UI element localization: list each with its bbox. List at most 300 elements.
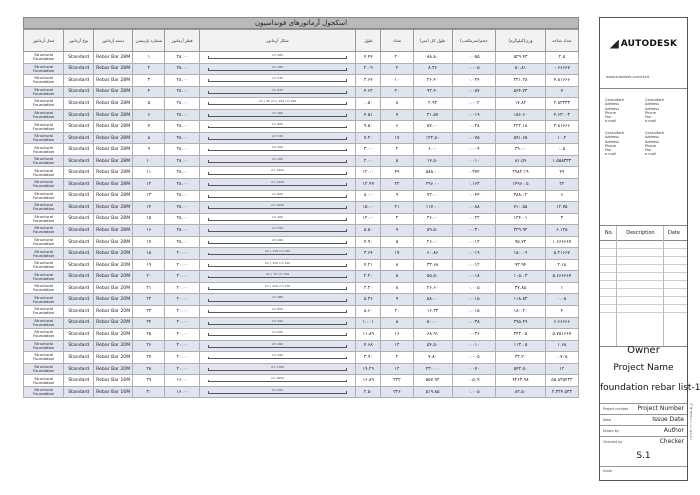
cell-len: ۸.۰۰ [356, 190, 381, 202]
rebar-shape-cell [199, 167, 355, 179]
revision-date-header: Date [668, 230, 680, 236]
rebar-shape-label: 480 cm [271, 53, 284, 57]
cell-volume: ۰.۰۰۵ [452, 386, 496, 398]
cell-type: Rebar Bar 28M [94, 179, 133, 191]
cell-host: Structural Foundation [24, 271, 64, 283]
cell-mark: ۸ [133, 132, 165, 144]
cell-dia: ۲۸.۰۰ [165, 155, 199, 167]
cell-weight: ۲۹۸۲.۱۹ [496, 167, 545, 179]
rebar-shape-line [208, 289, 346, 290]
cell-count: ۶.۶۶۶۶۶ [545, 317, 578, 329]
cell-host: Structural Foundation [24, 144, 64, 156]
cell-qty: ۸ [381, 259, 413, 271]
table-row[interactable] [24, 75, 579, 87]
cell-volume: ۰.۱۶۳ [452, 179, 496, 191]
cell-len: ۱۱.۸۹ [356, 329, 381, 341]
cell-kind: Standard [64, 363, 94, 375]
cell-volume: ۰.۰۱۸ [452, 271, 496, 283]
table-row[interactable] [24, 340, 579, 352]
col-quantity[interactable]: تعداد [381, 30, 413, 52]
rebar-schedule[interactable] [23, 17, 579, 398]
cell-mark: ۶ [133, 109, 165, 121]
cell-host: Structural Foundation [24, 259, 64, 271]
cell-mark: ۹ [133, 144, 165, 156]
cell-kind: Standard [64, 121, 94, 133]
sheet-title: foundation rebar list-1 [600, 383, 700, 393]
cell-qty: ۱۰ [381, 75, 413, 87]
table-row[interactable] [24, 167, 579, 179]
cell-type: Rebar Bar 28M [94, 144, 133, 156]
cell-count: ۲۲ [545, 179, 578, 191]
meta-key: Date [603, 418, 611, 422]
cell-len: ۱۲.۹۹ [356, 179, 381, 191]
cell-host: Structural Foundation [24, 86, 64, 98]
col-volume[interactable]: حجم(مترمکعب) [452, 30, 496, 52]
rebar-shape-label: 100 cm | 25 cm | 100 cm [258, 99, 297, 104]
cell-host: Structural Foundation [24, 190, 64, 202]
cell-host: Structural Foundation [24, 294, 64, 306]
cell-mark: ۱۳ [133, 190, 165, 202]
cell-total: ۵۸.۰۰ [413, 294, 452, 306]
rebar-shape-line [208, 393, 346, 394]
cell-dia: ۲۰.۰۰ [165, 248, 199, 260]
cell-len: ۸.۶۰ [356, 306, 381, 318]
rebar-shape-cell [199, 340, 355, 352]
cell-weight: ۵۰.۸۱ [496, 63, 545, 75]
cell-qty: ۱۷ [381, 248, 413, 260]
cell-volume: ۰.۰۱۵ [452, 306, 496, 318]
cell-qty: ۵ [381, 236, 413, 248]
col-host[interactable]: محل آرماتور [24, 30, 64, 52]
cell-host: Structural Foundation [24, 63, 64, 75]
cell-type: Rebar Bar 20M [94, 317, 133, 329]
cell-volume: ۰.۰۱۵ [452, 294, 496, 306]
cell-weight: ۵۴۳.۵۰ [496, 363, 545, 375]
cell-volume: ۰.۰۷۰ [452, 363, 496, 375]
col-rebar-kind[interactable]: نوع آرماتور [64, 30, 94, 52]
cell-total: ۱۴.۵۰ [413, 155, 452, 167]
table-row[interactable] [24, 363, 579, 375]
rebar-shape-cell [199, 144, 355, 156]
cell-volume: ۰.۰۲۴ [452, 75, 496, 87]
col-shape[interactable]: شکل آرماتور [199, 30, 355, 52]
rebar-shape-cell [199, 155, 355, 167]
rebar-shape-cell [199, 225, 355, 237]
table-row[interactable] [24, 248, 579, 260]
cell-qty: ۱۲ [381, 340, 413, 352]
cell-total: ۵۰.۰۰ [413, 317, 452, 329]
cell-qty: ۲ [381, 352, 413, 364]
rebar-shape-cell [199, 271, 355, 283]
cell-count: ۲.۳۳۴.۵۳۳ [545, 386, 578, 398]
cell-type: Rebar Bar 28M [94, 213, 133, 225]
rebar-shape-cell [199, 282, 355, 294]
cell-weight: ۱۲۴.۰۱ [496, 213, 545, 225]
rebar-shape-line [208, 208, 346, 209]
consultant-block-1: Consultant Address Address Phone Fax e-mail [605, 98, 624, 124]
rebar-shape-cell [199, 248, 355, 260]
cell-qty: ۲۰ [381, 52, 413, 64]
table-row[interactable] [24, 52, 579, 64]
cell-mark: ۳ [133, 75, 165, 87]
cell-total: ۷.۸۰ [413, 352, 452, 364]
cell-weight: ۸۱.۵۹ [496, 155, 545, 167]
rebar-shape-cell [199, 329, 355, 341]
cell-len: ۳.۳۰ [356, 282, 381, 294]
rebar-shape-cell [199, 190, 355, 202]
meta-value: Checker [659, 438, 684, 445]
cell-qty: ۹ [381, 294, 413, 306]
cell-qty: ۱۲ [381, 363, 413, 375]
table-row[interactable] [24, 294, 579, 306]
rebar-shape-label: 390 cm [271, 353, 284, 358]
table-row[interactable] [24, 202, 579, 214]
cell-total: ۳۱.۵۷ [413, 109, 452, 121]
rebar-shape-label: 550 cm [271, 226, 284, 231]
cell-total: ۵۴.۵۰ [413, 340, 452, 352]
cell-kind: Standard [64, 248, 94, 260]
table-row[interactable] [24, 98, 579, 110]
cell-dia: ۱۶.۰۰ [165, 386, 199, 398]
table-row[interactable] [24, 155, 579, 167]
rebar-shape-line [208, 174, 346, 175]
cell-weight: ۱۸۰.۲۰ [496, 306, 545, 318]
schedule-table[interactable] [23, 29, 579, 398]
rebar-shape-line [208, 370, 346, 371]
cell-volume: ۰.۰۷۵ [452, 132, 496, 144]
meta-value: Author [663, 427, 684, 434]
cell-kind: Standard [64, 63, 94, 75]
cell-len: ۴.۲۱ [356, 259, 381, 271]
cell-volume: ۰.۰۰۴ [452, 144, 496, 156]
table-row[interactable] [24, 63, 579, 75]
rebar-shape-cell [199, 98, 355, 110]
cell-dia: ۲۸.۰۰ [165, 225, 199, 237]
cell-qty: ۳ [381, 213, 413, 225]
table-row[interactable] [24, 317, 579, 329]
cell-kind: Standard [64, 259, 94, 271]
cell-count: ۰.۵ [545, 144, 578, 156]
cell-mark: ۱۲ [133, 179, 165, 191]
cell-len: ۳.۶۴ [356, 75, 381, 87]
cell-kind: Standard [64, 317, 94, 329]
cell-host: Structural Foundation [24, 132, 64, 144]
cell-volume: ۰.۰۱۹ [452, 109, 496, 121]
cell-mark: ۵ [133, 98, 165, 110]
cell-volume: ۰.۰۱۹ [452, 248, 496, 260]
rebar-shape-label: 120 cm | 150 cm [264, 260, 291, 265]
cell-weight: ۱۰۵.۰۳ [496, 271, 545, 283]
table-row[interactable] [24, 271, 579, 283]
rebar-shape-line [208, 254, 346, 255]
col-total-length[interactable]: طول کل (متر) [413, 30, 452, 52]
cell-total: ۳۶.۴۰ [413, 75, 452, 87]
cell-len: ۲.۲۰ [356, 271, 381, 283]
cell-total: ۲۹۶.۰۰ [413, 179, 452, 191]
cell-weight: ۱۴۹۶.۰۵ [496, 179, 545, 191]
cell-mark: ۲۹ [133, 375, 165, 387]
cell-qty: ۸ [381, 98, 413, 110]
rebar-shape-line [208, 185, 346, 186]
cell-host: Structural Foundation [24, 248, 64, 260]
cell-host: Structural Foundation [24, 52, 64, 64]
cell-kind: Standard [64, 225, 94, 237]
table-row[interactable] [24, 190, 579, 202]
cell-dia: ۲۸.۰۰ [165, 190, 199, 202]
cell-type: Rebar Bar 20M [94, 352, 133, 364]
cell-len: ۹.۵۰ [356, 121, 381, 133]
rebar-shape-label: 1780 cm [270, 364, 285, 369]
rebar-shape-line [208, 347, 346, 348]
cell-host: Structural Foundation [24, 98, 64, 110]
rebar-shape-line [208, 381, 346, 382]
cell-total: ۵۵۷.۹۲ [413, 375, 452, 387]
cell-kind: Standard [64, 179, 94, 191]
cell-total: ۳۶.۰۰ [413, 213, 452, 225]
rebar-shape-line [208, 116, 346, 117]
cell-type: Rebar Bar 28M [94, 86, 133, 98]
consultant-block-4: Consultant Address Address Phone Fax e-mail [645, 131, 664, 157]
table-row[interactable] [24, 329, 579, 341]
cell-count: ۱۰.۲ [545, 132, 578, 144]
cell-kind: Standard [64, 271, 94, 283]
rebar-shape-label: 330 cm [271, 76, 284, 81]
cell-len: ۱.۰۰۱ [356, 317, 381, 329]
cell-mark: ۱ [133, 52, 165, 64]
cell-qty: ۶ [381, 121, 413, 133]
col-bar-count[interactable]: تعداد شاخه [545, 30, 578, 52]
cell-kind: Standard [64, 213, 94, 225]
cell-volume: ۰.۰۳۸ [452, 317, 496, 329]
rebar-shape-label: 500 cm [271, 330, 284, 335]
cell-mark: ۳۰ [133, 386, 165, 398]
cell-qty: ۹ [381, 225, 413, 237]
cell-host: Structural Foundation [24, 121, 64, 133]
revision-table [600, 225, 687, 347]
cell-volume: ۰.۰۳۶ [452, 329, 496, 341]
cell-weight: ۹۵.۷۲ [496, 236, 545, 248]
rebar-shape-line [208, 104, 346, 105]
cell-kind: Standard [64, 386, 94, 398]
cell-weight: ۲۲۱.۲۸ [496, 75, 545, 87]
rebar-shape-label: 185 cm [271, 64, 284, 69]
cell-total: ۵۸۸.۰۰ [413, 167, 452, 179]
cell-weight: ۵۶۴.۷۳ [496, 86, 545, 98]
col-diameter[interactable]: قطر آرماتور [165, 30, 199, 52]
cell-weight: ۱۷.۸۲ [496, 98, 545, 110]
rebar-shape-line [208, 266, 346, 267]
cell-volume: ۰.۰۵۷ [452, 86, 496, 98]
cell-host: Structural Foundation [24, 179, 64, 191]
cell-mark: ۲۲ [133, 294, 165, 306]
rebar-shape-cell [199, 259, 355, 271]
table-row[interactable] [24, 121, 579, 133]
cell-type: Rebar Bar 28M [94, 132, 133, 144]
cell-count: ۷ [545, 86, 578, 98]
col-bar-type[interactable]: دسته آرماتور [94, 30, 133, 52]
col-length[interactable]: طول [356, 30, 381, 52]
cell-dia: ۲۸.۰۰ [165, 236, 199, 248]
consultant-block-3: Consultant Address Address Phone Fax e-mail [605, 131, 624, 157]
cell-dia: ۲۸.۰۰ [165, 52, 199, 64]
table-row[interactable] [24, 144, 579, 156]
table-row[interactable] [24, 386, 579, 398]
cell-qty: ۵ [381, 155, 413, 167]
cell-host: Structural Foundation [24, 363, 64, 375]
cell-volume: ۰.۰۴۴ [452, 190, 496, 202]
cell-count: ۴.۸۱۶۶۶ [545, 75, 578, 87]
cell-total: ۷۲.۰۰ [413, 190, 452, 202]
rebar-shape-line [208, 139, 346, 140]
cell-type: Rebar Bar 28M [94, 109, 133, 121]
cell-dia: ۲۸.۰۰ [165, 179, 199, 191]
cell-weight: ۴۲۶۳.۹۸ [496, 375, 545, 387]
cell-total: ۳۳.۶۸ [413, 259, 452, 271]
cell-len: ۰.۵۰ [356, 98, 381, 110]
cell-type: Rebar Bar 20M [94, 282, 133, 294]
cell-total: ۲۳۰.۰۰ [413, 363, 452, 375]
cell-len: ۲.۰۹ [356, 63, 381, 75]
table-row[interactable] [24, 86, 579, 98]
rebar-shape-label: 1500 cm [270, 203, 285, 208]
cell-qty: ۸ [381, 317, 413, 329]
table-row[interactable] [24, 109, 579, 121]
cell-weight: ۸۲.۵۰ [496, 386, 545, 398]
cell-host: Structural Foundation [24, 155, 64, 167]
cell-type: Rebar Bar 28M [94, 98, 133, 110]
cell-len: ۳.۹۰ [356, 352, 381, 364]
cell-volume: ۰.۰۲۲ [452, 213, 496, 225]
cell-count: ۲.۸۳۳۳۳ [545, 98, 578, 110]
rebar-shape-cell [199, 179, 355, 191]
cell-dia: ۲۸.۰۰ [165, 213, 199, 225]
rebar-shape-label: 490 cm [271, 318, 284, 323]
table-row[interactable] [24, 132, 579, 144]
cell-dia: ۲۰.۰۰ [165, 340, 199, 352]
cell-dia: ۲۰.۰۰ [165, 282, 199, 294]
cell-qty: ۲۲ [381, 179, 413, 191]
cell-mark: ۷ [133, 121, 165, 133]
rebar-shape-label: 1299 cm [270, 180, 285, 185]
cell-len: ۴.۵۱ [356, 109, 381, 121]
table-row[interactable] [24, 213, 579, 225]
table-row[interactable] [24, 375, 579, 387]
cell-host: Structural Foundation [24, 352, 64, 364]
cell-type: Rebar Bar 28M [94, 121, 133, 133]
brand-url: www.autodesk.com/revit [606, 75, 650, 79]
cell-weight: ۳۸۸.۰۲ [496, 190, 545, 202]
col-mark[interactable]: شماره پارتیشن [133, 30, 165, 52]
cell-kind: Standard [64, 202, 94, 214]
rebar-shape-line [208, 312, 346, 313]
col-weight[interactable]: وزن(کیلوگرم) [496, 30, 545, 52]
cell-len: ۱۲.۰۰ [356, 167, 381, 179]
cell-mark: ۱۶ [133, 225, 165, 237]
cell-total: ۸.۳۶ [413, 63, 452, 75]
cell-mark: ۱۹ [133, 259, 165, 271]
cell-type: Rebar Bar 28M [94, 236, 133, 248]
cell-volume: ۰.۰۰۵ [452, 63, 496, 75]
revision-no-header: No. [604, 230, 614, 236]
cell-total: ۲۶.۶۰ [413, 282, 452, 294]
table-row[interactable] [24, 282, 579, 294]
rebar-shape-cell [199, 75, 355, 87]
brand-name: AUTODESK [620, 39, 678, 49]
cell-volume: ۰.۰۱۲ [452, 236, 496, 248]
cell-kind: Standard [64, 167, 94, 179]
cell-kind: Standard [64, 98, 94, 110]
cell-type: Rebar Bar 20M [94, 306, 133, 318]
table-row[interactable] [24, 352, 579, 364]
cell-count: ۱۲ [545, 363, 578, 375]
rebar-shape-label: 460 cm [271, 341, 284, 346]
schedule-body [24, 52, 579, 398]
table-row[interactable] [24, 259, 579, 271]
rebar-shape-label: 720 cm [271, 133, 284, 138]
cell-dia: ۲۸.۰۰ [165, 121, 199, 133]
cell-dia: ۲۸.۰۰ [165, 75, 199, 87]
cell-count: ۰.۰۵ [545, 294, 578, 306]
cell-host: Structural Foundation [24, 225, 64, 237]
cell-count: ۱۲.۷۵ [545, 202, 578, 214]
cell-volume: ۰.۰۰۵ [452, 352, 496, 364]
rebar-shape-line [208, 324, 346, 325]
project-name: Project Name [613, 363, 674, 373]
cell-len: ۴.۶۸ [356, 340, 381, 352]
cell-host: Structural Foundation [24, 340, 64, 352]
cell-host: Structural Foundation [24, 167, 64, 179]
cell-host: Structural Foundation [24, 329, 64, 341]
rebar-shape-label: 300 cm [271, 145, 284, 150]
cell-mark: ۲۴ [133, 317, 165, 329]
rebar-shape-line [208, 301, 346, 302]
cell-volume: ۰.۰۱۲ [452, 259, 496, 271]
table-row[interactable] [24, 236, 579, 248]
cell-total: ۶۰.۸۶ [413, 248, 452, 260]
cell-count: ۲.۵ [545, 52, 578, 64]
rebar-shape-line [208, 58, 346, 59]
cell-total: ۱۶.۳۳ [413, 306, 452, 318]
cell-count: ۴ [545, 306, 578, 318]
meta-key: Project number [603, 407, 629, 411]
cell-volume: ۰.۰۰۲ [452, 98, 496, 110]
table-row[interactable] [24, 179, 579, 191]
rebar-shape-label: 400 cm [271, 110, 284, 115]
cell-dia: ۲۰.۰۰ [165, 259, 199, 271]
rebar-shape-label: 250 cm [271, 387, 284, 392]
cell-qty: ۴ [381, 63, 413, 75]
meta-row [600, 436, 687, 448]
cell-kind: Standard [64, 75, 94, 87]
table-row[interactable] [24, 225, 579, 237]
cell-len: ۱۹.۲۹ [356, 363, 381, 375]
cell-qty: ۲۱ [381, 202, 413, 214]
cell-dia: ۲۸.۰۰ [165, 144, 199, 156]
cell-mark: ۲۵ [133, 329, 165, 341]
rebar-shape-cell [199, 363, 355, 375]
rebar-shape-label: 490 cm [271, 237, 284, 242]
cell-total: ۵۹.۵۰ [413, 225, 452, 237]
rebar-shape-cell [199, 132, 355, 144]
cell-mark: ۲۶ [133, 340, 165, 352]
cell-total: ۵۷.۰۰ [413, 121, 452, 133]
cell-dia: ۲۰.۰۰ [165, 329, 199, 341]
table-row[interactable] [24, 306, 579, 318]
cell-volume: ۰.۰۱۰ [452, 155, 496, 167]
cell-kind: Standard [64, 132, 94, 144]
rebar-shape-line [208, 162, 346, 163]
cell-count: ۶ [545, 190, 578, 202]
